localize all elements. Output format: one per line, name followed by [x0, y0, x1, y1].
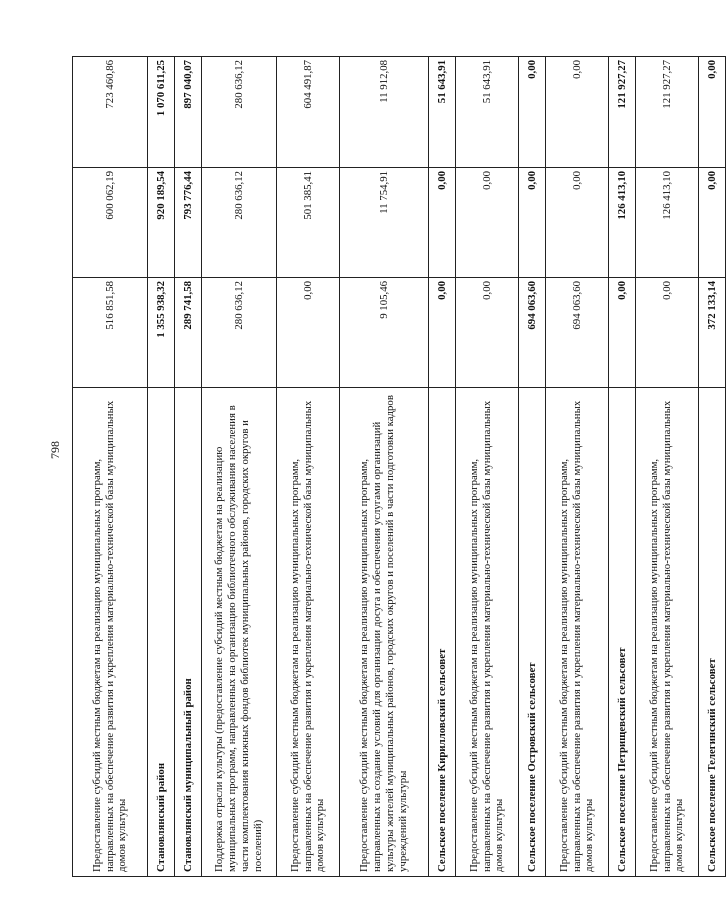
table-row: [546, 57, 609, 877]
row-value-3: 0,00: [519, 57, 546, 168]
row-name: Предоставление субсидий местным бюджетам на реализацию муниципальных программ, направленных на обеспечение развития и укрепления материально-технической базы муниципальных домов культуры: [73, 388, 148, 877]
row-value-2: 0,00: [519, 168, 546, 278]
row-value-3: 1 070 611,25: [148, 57, 175, 168]
table-row: [277, 57, 340, 877]
table-row: [202, 57, 277, 877]
table-row: [340, 57, 429, 877]
row-value-1: 0,00: [456, 278, 519, 388]
table-row: [175, 57, 202, 877]
table-row: [456, 57, 519, 877]
subsidy-table: [72, 56, 726, 877]
row-value-1: 289 741,58: [175, 278, 202, 388]
row-name: Становлянский муниципальный район: [175, 388, 202, 877]
row-value-3: 121 927,27: [609, 57, 636, 168]
row-value-2: 280 636,12: [202, 168, 277, 278]
table-row: [609, 57, 636, 877]
rotated-table-container: [72, 57, 718, 877]
row-value-2: 0,00: [699, 168, 726, 278]
row-value-1: 516 851,58: [73, 278, 148, 388]
row-value-2: 920 189,54: [148, 168, 175, 278]
row-value-2: 11 754,91: [340, 168, 429, 278]
row-value-3: 121 927,27: [636, 57, 699, 168]
row-value-2: 0,00: [429, 168, 456, 278]
table-row: [699, 57, 726, 877]
table-row: [636, 57, 699, 877]
row-value-2: 126 413,10: [609, 168, 636, 278]
row-value-3: 51 643,91: [456, 57, 519, 168]
row-name: Предоставление субсидий местным бюджетам на реализацию муниципальных программ, направленных на обеспечение развития и укрепления материально-технической базы муниципальных домов культуры: [277, 388, 340, 877]
row-value-3: 897 040,07: [175, 57, 202, 168]
row-name: Предоставление субсидий местным бюджетам на реализацию муниципальных программ, направленных на обеспечение развития и укрепления материально-технической базы муниципальных домов культуры: [456, 388, 519, 877]
row-value-3: 51 643,91: [429, 57, 456, 168]
table-row: [73, 57, 148, 877]
table-row: [519, 57, 546, 877]
table-row: [429, 57, 456, 877]
row-name: Предоставление субсидий местным бюджетам на реализацию муниципальных программ, направленных на создание условий для организации досуга и обеспечения услугами организаций культуры жителей муниципальных районов, городских округов и поселений в части подготовки кадров учреждений культуры: [340, 388, 429, 877]
row-value-3: 280 636,12: [202, 57, 277, 168]
row-value-2: 600 062,19: [73, 168, 148, 278]
row-value-2: 0,00: [456, 168, 519, 278]
row-name: Становлянский район: [148, 388, 175, 877]
page-number: 798: [48, 441, 62, 459]
row-value-3: 0,00: [546, 57, 609, 168]
row-name: Поддержка отрасли культуры (предоставление субсидий местным бюджетам на реализацию муниципальных программ, направленных на организацию библиотечного обслуживания населения в части комплектования книжных фондов библиотек муниципальных районов, городских округов и поселений): [202, 388, 277, 877]
row-name: Предоставление субсидий местным бюджетам на реализацию муниципальных программ, направленных на обеспечение развития и укрепления материально-технической базы муниципальных домов культуры: [636, 388, 699, 877]
row-name: Сельское поселение Кирилловский сельсовет: [429, 388, 456, 877]
row-value-1: 0,00: [636, 278, 699, 388]
row-name: Сельское поселение Телегинский сельсовет: [699, 388, 726, 877]
row-value-3: 604 491,87: [277, 57, 340, 168]
row-value-1: 372 133,14: [699, 278, 726, 388]
row-value-2: 793 776,44: [175, 168, 202, 278]
row-value-1: 1 355 938,32: [148, 278, 175, 388]
row-value-3: 11 912,08: [340, 57, 429, 168]
row-value-1: 9 105,46: [340, 278, 429, 388]
row-value-2: 126 413,10: [636, 168, 699, 278]
row-value-3: 0,00: [699, 57, 726, 168]
row-value-1: 0,00: [609, 278, 636, 388]
row-name: Сельское поселение Петрищевский сельсовет: [609, 388, 636, 877]
row-value-1: 0,00: [429, 278, 456, 388]
table-row: [148, 57, 175, 877]
row-value-2: 0,00: [546, 168, 609, 278]
row-name: Предоставление субсидий местным бюджетам на реализацию муниципальных программ, направленных на обеспечение развития и укрепления материально-технической базы муниципальных домов культуры: [546, 388, 609, 877]
row-value-1: 280 636,12: [202, 278, 277, 388]
row-value-1: 694 063,60: [546, 278, 609, 388]
row-value-2: 501 385,41: [277, 168, 340, 278]
row-name: Сельское поселение Островский сельсовет: [519, 388, 546, 877]
row-value-1: 694 063,60: [519, 278, 546, 388]
row-value-1: 0,00: [277, 278, 340, 388]
row-value-3: 723 460,86: [73, 57, 148, 168]
